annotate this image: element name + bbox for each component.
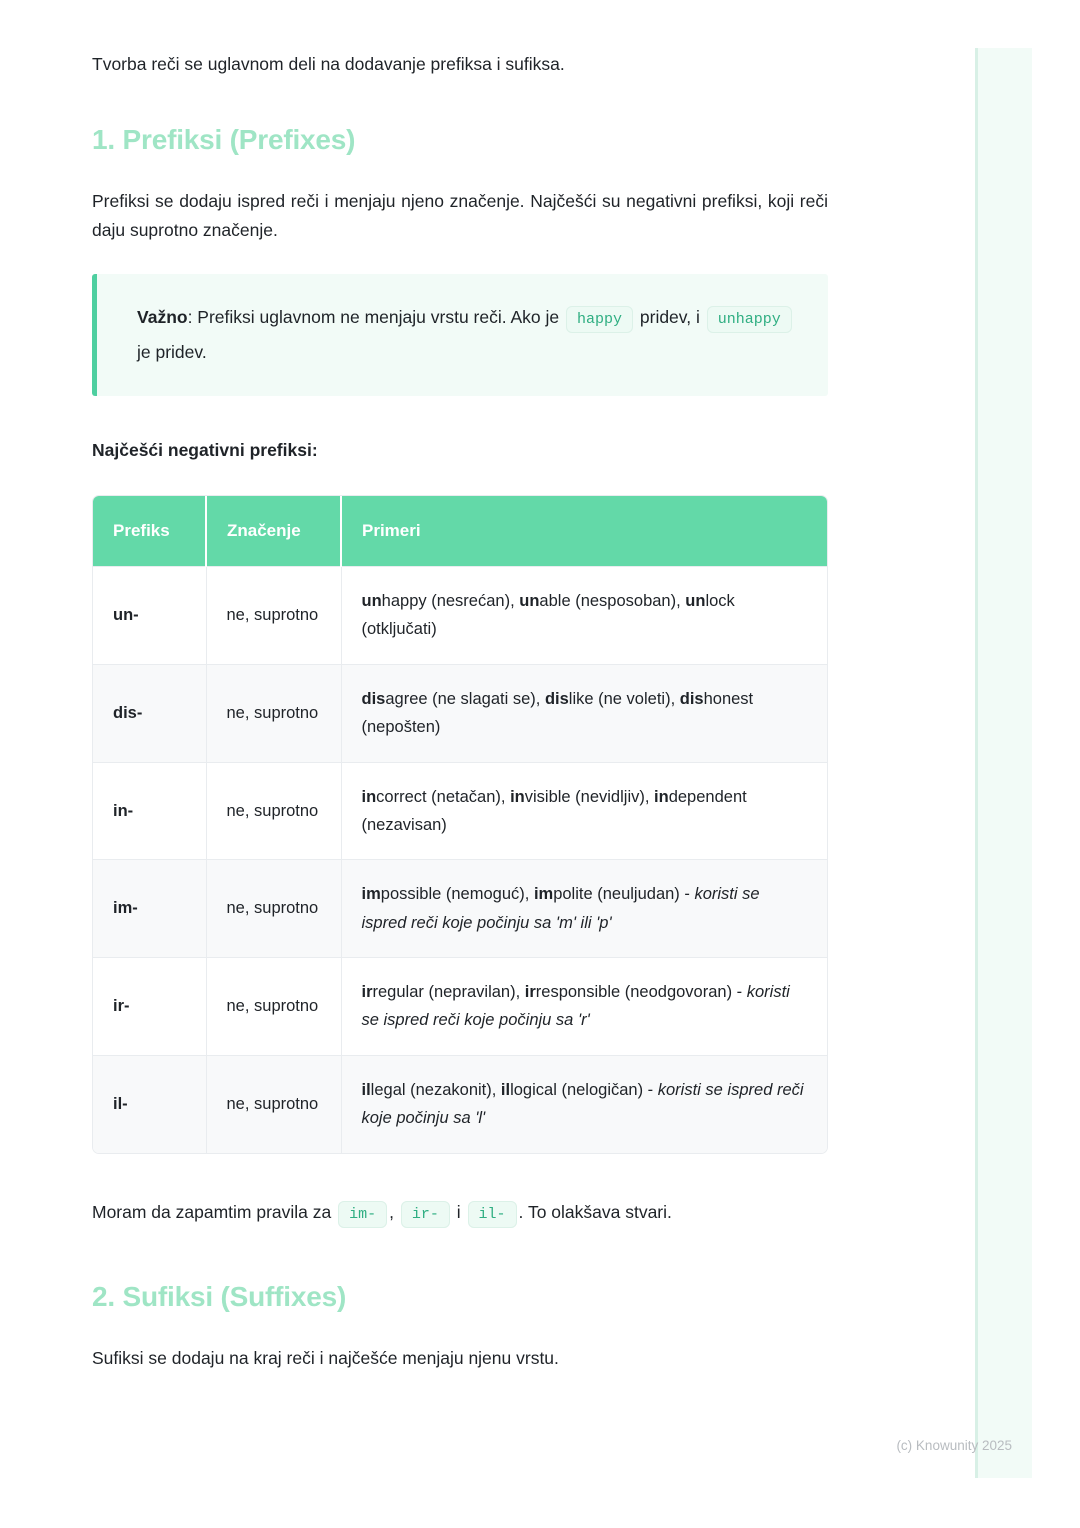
table-header <box>93 496 827 567</box>
table-subheading: Najčešći negativni prefiksi: <box>92 440 318 461</box>
column-header-primeri: Primeri <box>341 496 827 567</box>
callout-text-part-1: : Prefiksi uglavnom ne menjaju vrstu reči. Ako je <box>187 307 564 328</box>
cell-examples <box>341 958 827 1056</box>
table-row <box>93 1055 827 1152</box>
example-prefix-bold: un <box>361 592 382 611</box>
table-row <box>93 958 827 1056</box>
column-header-prefiks: Prefiks <box>93 496 206 567</box>
suffixes-description-paragraph: Sufiksi se dodaju na kraj reči i najčešće menjaju njenu vrstu. <box>92 1347 559 1368</box>
callout-label: Važno <box>137 307 188 328</box>
example-rest: regular (nepravilan), <box>372 983 525 1002</box>
example-rest: lock (otključati) <box>361 592 735 639</box>
callout-text-part-3: je pridev. <box>137 342 207 363</box>
column-header-znacenje: Značenje <box>206 496 341 567</box>
table-body <box>93 567 827 1153</box>
example-rest: dependent (nezavisan) <box>361 787 747 834</box>
cell-meaning: ne, suprotno <box>206 664 341 762</box>
example-rest: agree (ne slagati se), <box>385 689 545 708</box>
example-prefix-bold: un <box>685 592 706 611</box>
example-rest: polite (neuljudan) - <box>553 885 695 904</box>
example-rest: correct (netačan), <box>376 787 511 806</box>
example-rest: possible (nemoguć), <box>380 885 534 904</box>
cell-examples <box>341 762 827 860</box>
cell-prefix: in- <box>93 762 206 860</box>
callout-text-part-2: pridev, i <box>635 307 705 328</box>
example-prefix-bold: im <box>533 885 554 904</box>
section-heading-suffixes: 2. Sufiksi (Suffixes) <box>92 1280 347 1312</box>
cell-examples <box>341 567 827 665</box>
cell-meaning: ne, suprotno <box>206 860 341 958</box>
cell-meaning: ne, suprotno <box>206 567 341 665</box>
example-prefix-bold: il <box>361 1080 371 1099</box>
cell-meaning: ne, suprotno <box>206 762 341 860</box>
prefixes-description-paragraph: Prefiksi se dodaju ispred reči i menjaju njeno značenje. Najčešći su negativni prefiksi, koji reči daju suprotno značenje. <box>92 191 828 240</box>
example-rest: able (nesposoban), <box>539 592 686 611</box>
example-usage-note: koristi se ispred reči koje počinju sa 'l' <box>361 1080 804 1128</box>
cell-prefix: im- <box>93 860 206 958</box>
table-row <box>93 762 827 860</box>
code-chip-im: im- <box>338 1201 387 1228</box>
cell-prefix: un- <box>93 567 206 665</box>
important-callout <box>92 274 828 396</box>
code-chip-ir: ir- <box>401 1201 450 1228</box>
footer-watermark: (c) Knowunity 2025 <box>896 1438 1012 1453</box>
example-prefix-bold: dis <box>544 689 569 708</box>
cell-meaning: ne, suprotno <box>206 958 341 1056</box>
example-prefix-bold: in <box>510 787 525 806</box>
example-usage-note: koristi se ispred reči koje počinju sa 'm' ili 'p' <box>361 885 760 932</box>
example-rest: legal (nezakonit), <box>370 1080 501 1099</box>
example-prefix-bold: il <box>500 1080 511 1099</box>
cell-examples <box>341 664 827 762</box>
closing-note-separator-1: , <box>389 1201 399 1222</box>
cell-prefix: ir- <box>93 958 206 1056</box>
callout-text <box>137 300 798 370</box>
closing-note-paragraph <box>92 1198 828 1227</box>
example-rest: responsible (neodgovoran) - <box>535 983 747 1002</box>
example-rest: visible (nevidljiv), <box>524 787 655 806</box>
example-prefix-bold: dis <box>361 689 386 708</box>
example-prefix-bold: ir <box>361 983 373 1002</box>
cell-prefix: dis- <box>93 664 206 762</box>
example-rest: like (ne voleti), <box>568 689 680 708</box>
example-prefix-bold: in <box>654 787 669 806</box>
cell-prefix: il- <box>93 1055 206 1152</box>
example-rest: happy (nesrećan), <box>381 592 520 611</box>
closing-note-text-part-1: Moram da zapamtim pravila za <box>92 1201 337 1222</box>
code-chip-unhappy: unhappy <box>707 306 792 333</box>
closing-note-text-part-2: . To olakšava stvari. <box>518 1201 672 1222</box>
prefix-table-container <box>92 495 828 1154</box>
prefix-table <box>93 496 827 1153</box>
cell-examples <box>341 1055 827 1152</box>
cell-examples <box>341 860 827 958</box>
code-chip-happy: happy <box>566 306 633 333</box>
table-row <box>93 664 827 762</box>
intro-paragraph: Tvorba reči se uglavnom deli na dodavanje prefiksa i sufiksa. <box>92 54 565 74</box>
example-rest: logical (nelogičan) - <box>510 1080 658 1099</box>
example-prefix-bold: im <box>361 885 381 904</box>
table-row <box>93 860 827 958</box>
example-usage-note: koristi se ispred reči koje počinju sa 'r' <box>361 983 790 1030</box>
cell-meaning: ne, suprotno <box>206 1055 341 1152</box>
closing-note-separator-2: i <box>451 1201 466 1222</box>
example-prefix-bold: in <box>361 787 377 806</box>
example-prefix-bold: un <box>519 592 540 611</box>
example-rest: honest (nepošten) <box>361 689 754 737</box>
code-chip-il: il- <box>468 1201 517 1228</box>
table-row <box>93 567 827 665</box>
example-prefix-bold: ir <box>524 983 536 1002</box>
table-header-row <box>93 496 827 567</box>
example-prefix-bold: dis <box>679 689 704 708</box>
section-heading-prefixes: 1. Prefiksi (Prefixes) <box>92 124 356 156</box>
